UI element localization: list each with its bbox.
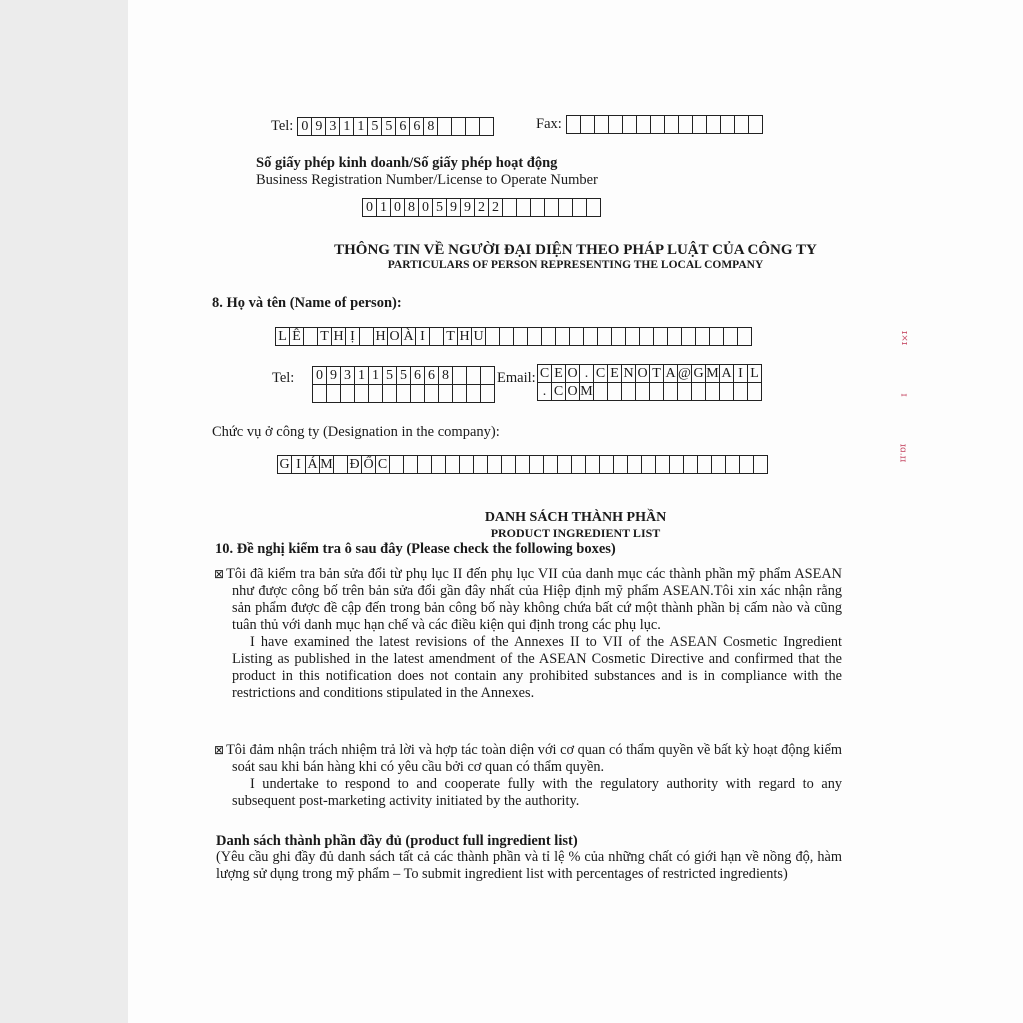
char-box[interactable]: C [376,455,390,474]
char-box[interactable]: 0 [419,198,433,217]
char-box[interactable] [481,366,495,385]
license-title-en: Business Registration Number/License to Operate Number [256,172,598,188]
char-box[interactable] [628,455,642,474]
char-box[interactable] [556,327,570,346]
char-box[interactable] [710,327,724,346]
char-box[interactable]: 5 [433,198,447,217]
char-box[interactable]: Á [306,455,320,474]
char-box[interactable] [486,327,500,346]
char-box[interactable]: 9 [461,198,475,217]
char-box[interactable] [678,383,692,401]
char-box[interactable] [670,455,684,474]
check-boxes-title: 10. Đề nghị kiểm tra ô sau đây (Please check the following boxes) [215,541,616,557]
char-box[interactable]: 2 [475,198,489,217]
char-box[interactable] [721,115,735,134]
char-box[interactable] [637,115,651,134]
char-box[interactable]: N [622,364,636,383]
char-box[interactable] [500,327,514,346]
char-box[interactable]: O [566,364,580,383]
char-box[interactable] [411,385,425,403]
char-box[interactable] [446,455,460,474]
char-box[interactable]: Ê [290,327,304,346]
char-box[interactable]: 3 [326,117,340,136]
char-box[interactable]: 6 [396,117,410,136]
char-box[interactable] [609,115,623,134]
char-box[interactable] [748,383,762,401]
char-box[interactable] [707,115,721,134]
email-label: Email: [497,370,536,386]
company-tel-boxes[interactable] [297,117,494,136]
char-box[interactable]: 5 [397,366,411,385]
name-row [275,327,752,346]
char-box[interactable] [594,383,608,401]
char-box[interactable] [404,455,418,474]
char-box[interactable]: 6 [410,117,424,136]
char-box[interactable]: M [320,457,333,472]
checklist-item-1 [214,566,842,702]
char-box[interactable]: I [292,455,306,474]
ingredients-heading-en: PRODUCT INGREDIENT LIST [490,526,661,540]
char-box[interactable] [453,385,467,403]
char-box[interactable] [334,455,348,474]
char-box[interactable] [452,117,466,136]
char-box[interactable]: O [566,383,580,401]
char-box[interactable] [488,455,502,474]
char-box[interactable] [432,455,446,474]
char-box[interactable] [467,385,481,403]
char-box[interactable] [558,455,572,474]
char-box[interactable] [650,383,664,401]
char-box[interactable]: C [538,364,552,383]
char-box[interactable]: U [472,327,486,346]
char-box[interactable] [502,455,516,474]
char-box[interactable] [355,385,369,403]
margin-mark-2: ɪ [898,393,909,397]
char-box[interactable] [438,117,452,136]
char-box[interactable] [595,115,609,134]
char-box[interactable]: 9 [312,117,326,136]
checkbox-2[interactable]: ⊠ [214,743,225,757]
char-box[interactable]: 6 [425,366,439,385]
char-box[interactable] [749,115,763,134]
char-box[interactable]: C [552,383,566,401]
char-box[interactable]: G [278,455,292,474]
char-box[interactable] [586,455,600,474]
char-box[interactable] [481,385,495,403]
char-box[interactable]: 0 [298,117,312,136]
char-box[interactable] [453,366,467,385]
item1-text-vi: Tôi đã kiểm tra bản sửa đổi từ phụ lục II đến phụ lục VII của danh mục các thành phần mỹ phẩm ASEAN như được công bố trên bản sửa đổi gần đây nhất của Hiệp định mỹ phẩm ASEAN.Tôi xin xác nhận rằng sản phẩm được đề cập đến trong bản công bố này không chứa bất cứ một thành phần bị cấm nào và cũng tuân thủ với danh mục hạn chế và các điều kiện qui định trong các phụ lục. [226,566,842,633]
char-box[interactable]: 1 [369,366,383,385]
char-box[interactable]: O [388,327,402,346]
item2-text-vi: Tôi đảm nhận trách nhiệm trả lời và hợp tác toàn diện với cơ quan có thẩm quyền về bất kỳ hoạt động kiểm soát sau khi bán hàng khi có yêu cầu bởi cơ quan có thẩm quyền. [226,742,842,775]
char-box[interactable] [572,455,586,474]
char-box[interactable] [531,198,545,217]
char-box[interactable]: 9 [327,366,341,385]
rep-tel-boxes-row1[interactable] [312,366,495,385]
char-box[interactable] [754,455,768,474]
char-box[interactable] [614,455,628,474]
char-box[interactable] [622,383,636,401]
char-box[interactable]: 1 [340,117,354,136]
char-box[interactable] [724,327,738,346]
char-box[interactable]: Ị [346,327,360,346]
char-box[interactable] [740,455,754,474]
char-box[interactable] [682,327,696,346]
char-box[interactable] [390,455,404,474]
char-box[interactable]: T [650,364,664,383]
designation-boxes[interactable] [277,455,768,474]
char-box[interactable] [542,327,556,346]
char-box[interactable] [665,115,679,134]
char-box[interactable]: G [692,364,706,383]
char-box[interactable] [313,385,327,403]
char-box[interactable]: A [720,364,734,383]
char-box[interactable]: H [458,327,472,346]
license-title-vi: Số giấy phép kinh doanh/Số giấy phép hoạt động [256,155,558,171]
char-box[interactable] [712,455,726,474]
char-box[interactable] [460,455,474,474]
char-box[interactable]: 8 [405,198,419,217]
full-list-title: Danh sách thành phần đầy đủ (product full ingredient list) [216,833,578,849]
char-box[interactable]: O [636,364,650,383]
char-box[interactable] [735,115,749,134]
char-box[interactable] [503,198,517,217]
char-box[interactable] [600,455,614,474]
rep-tel-label: Tel: [272,370,295,386]
designation-label: Chức vụ ở công ty (Designation in the company): [212,424,500,440]
char-box[interactable] [651,115,665,134]
char-box[interactable]: . [580,364,594,383]
char-box[interactable]: À [402,327,416,346]
char-box[interactable]: L [276,327,290,346]
char-box[interactable]: 8 [424,117,438,136]
char-box[interactable] [636,383,650,401]
char-box[interactable] [656,455,670,474]
char-box[interactable]: 1 [355,366,369,385]
char-box[interactable] [467,366,481,385]
char-box[interactable] [679,115,693,134]
char-box[interactable] [642,455,656,474]
char-box[interactable]: 5 [368,117,382,136]
char-box[interactable]: I [734,364,748,383]
char-box[interactable] [626,327,640,346]
char-box[interactable] [369,385,383,403]
char-box[interactable]: 9 [447,198,461,217]
checklist-item-2 [214,742,842,810]
char-box[interactable]: H [374,327,388,346]
char-box[interactable] [608,383,622,401]
char-box[interactable] [570,327,584,346]
char-box[interactable]: T [318,327,332,346]
char-box[interactable] [598,327,612,346]
char-box[interactable] [612,327,626,346]
char-box[interactable] [581,115,595,134]
char-box[interactable] [304,327,318,346]
char-box[interactable] [559,198,573,217]
char-box[interactable] [684,455,698,474]
char-box[interactable]: 0 [313,366,327,385]
char-box[interactable] [341,385,355,403]
char-box[interactable] [640,327,654,346]
full-list-note: (Yêu cầu ghi đầy đủ danh sách tất cả các thành phần và tỉ lệ % của những chất có giới hạn về nồng độ, hàm lượng sử dụng trong mỹ phẩm – To submit ingredient list with percentages of restricted ingredients) [216,849,842,882]
company-fax-row [536,115,763,134]
char-box[interactable]: 1 [377,198,391,217]
char-box[interactable]: 3 [341,366,355,385]
char-box[interactable]: C [594,364,608,383]
char-box[interactable] [514,327,528,346]
char-box[interactable]: 5 [382,117,396,136]
ingredients-heading-vi: DANH SÁCH THÀNH PHẦN [484,510,667,525]
company-fax-label: Fax: [536,116,562,133]
char-box[interactable] [360,327,374,346]
char-box[interactable] [693,115,707,134]
char-box[interactable] [734,383,748,401]
char-box[interactable] [480,117,494,136]
item2-text-en: I undertake to respond to and cooperate fully with the regulatory authority with regard to any subsequent post-marketing activity initiated by the authority. [232,776,842,809]
char-box[interactable] [726,455,740,474]
char-box[interactable] [466,117,480,136]
char-box[interactable] [474,455,488,474]
char-box[interactable] [692,383,706,401]
char-box[interactable] [738,327,752,346]
char-box[interactable] [587,198,601,217]
char-box[interactable] [383,385,397,403]
email-boxes-row1[interactable] [537,364,762,383]
representative-heading-en: PARTICULARS OF PERSON REPRESENTING THE LOCAL COMPANY [387,259,764,271]
char-box[interactable] [696,327,710,346]
name-label: 8. Họ và tên (Name of person): [212,295,402,311]
char-box[interactable]: @ [678,366,691,381]
email-grid [537,364,762,401]
char-box[interactable] [664,383,678,401]
char-box[interactable] [516,455,530,474]
license-number-row [362,198,601,217]
checkbox-1[interactable]: ⊠ [214,567,225,581]
char-box[interactable] [439,385,453,403]
char-box[interactable]: 0 [391,198,405,217]
char-box[interactable]: E [608,364,622,383]
char-box[interactable] [418,455,432,474]
char-box[interactable] [327,385,341,403]
representative-heading-vi: THÔNG TIN VỀ NGƯỜI ĐẠI DIỆN THEO PHÁP LUẬT CỦA CÔNG TY [334,242,817,258]
char-box[interactable] [573,198,587,217]
char-box[interactable] [397,385,411,403]
char-box[interactable]: E [552,364,566,383]
name-boxes[interactable] [275,327,752,346]
char-box[interactable] [706,383,720,401]
char-box[interactable] [720,383,734,401]
email-boxes-row2[interactable] [537,383,762,401]
char-box[interactable] [567,115,581,134]
char-box[interactable]: M [706,366,719,381]
char-box[interactable] [668,327,682,346]
char-box[interactable] [517,198,531,217]
char-box[interactable] [430,327,444,346]
char-box[interactable]: 1 [354,117,368,136]
designation-row [277,455,768,474]
char-box[interactable]: 6 [411,366,425,385]
item1-text-en: I have examined the latest revisions of the Annexes II to VII of the ASEAN Cosmetic Ingredient Listing as published in the latest amendment of the ASEAN Cosmetic Directive and confirmed that the product in this notification does not contain any prohibited substances and is in compliance with the restrictions and conditions stipulated in the Annexes. [232,634,842,701]
char-box[interactable] [530,455,544,474]
char-box[interactable]: H [332,327,346,346]
char-box[interactable] [654,327,668,346]
char-box[interactable] [584,327,598,346]
char-box[interactable]: T [444,327,458,346]
char-box[interactable]: . [538,383,552,401]
company-fax-boxes[interactable] [566,115,763,134]
char-box[interactable] [425,385,439,403]
char-box[interactable]: Ố [362,455,376,474]
char-box[interactable]: I [416,327,430,346]
char-box[interactable] [545,198,559,217]
license-number-boxes[interactable] [362,198,601,217]
char-box[interactable]: 2 [489,198,503,217]
char-box[interactable]: L [748,364,762,383]
char-box[interactable]: M [580,384,593,400]
char-box[interactable]: 5 [383,366,397,385]
rep-tel-boxes-row2[interactable] [312,385,495,403]
char-box[interactable]: Đ [348,455,362,474]
char-box[interactable] [698,455,712,474]
char-box[interactable] [544,455,558,474]
rep-tel-grid [312,366,495,403]
margin-mark-3: ɪɑ.ɪɪ [897,443,908,463]
char-box[interactable]: A [664,364,678,383]
margin-mark-1: ɪ×ɪ [899,330,910,346]
company-tel-row [271,117,494,136]
char-box[interactable] [528,327,542,346]
char-box[interactable] [623,115,637,134]
char-box[interactable]: 8 [439,366,453,385]
char-box[interactable]: 0 [363,198,377,217]
company-tel-label: Tel: [271,118,294,135]
